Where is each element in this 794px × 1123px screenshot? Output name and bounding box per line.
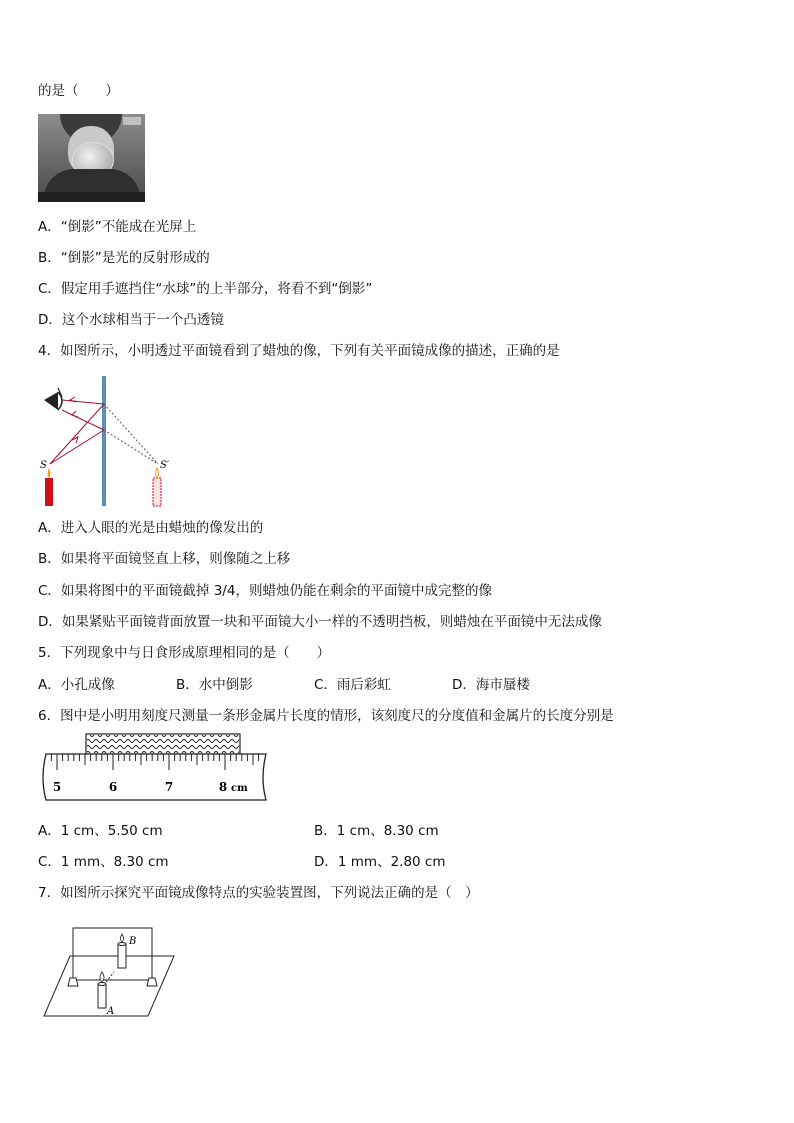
plane-mirror-candle-diagram: [36, 370, 176, 510]
q5-option-c: C．雨后彩虹: [314, 677, 391, 693]
q6-option-b: B．1 cm、8.30 cm: [314, 823, 439, 839]
mirror-experiment-setup-diagram: [40, 922, 180, 1022]
ruler-unit: cm: [231, 783, 248, 794]
question-6-stem: 6．图中是小明用刻度尺测量一条形金属片长度的情形，该刻度尺的分度值和金属片的长度分别是: [38, 708, 614, 724]
q6-option-a: A．1 cm、5.50 cm: [38, 823, 163, 839]
label-b: B: [129, 936, 137, 947]
q3-option-b: B．“倒影”是光的反射形成的: [38, 250, 210, 266]
q4-option-a: A．进入人眼的光是由蜡烛的像发出的: [38, 520, 264, 536]
candle-icon: [45, 468, 53, 506]
label-a: A: [107, 1006, 115, 1017]
q4-option-b: B．如果将平面镜竖直上移，则像随之上移: [38, 551, 291, 567]
label-s: S: [40, 460, 47, 471]
candle-a-icon: [98, 972, 106, 1008]
q5-option-a: A．小孔成像: [38, 677, 115, 693]
q6-options-row-2: [38, 853, 446, 871]
ruler-number-7: 7: [164, 780, 174, 794]
eye-icon: [44, 388, 62, 410]
q4-option-c: C．如果将图中的平面镜截掉 3/4，则蜡烛仍能在剩余的平面镜中成完整的像: [38, 583, 492, 599]
virtual-candle-icon: [153, 468, 161, 506]
question-5-stem: 5．下列现象中与日食形成原理相同的是（ ）: [38, 645, 331, 661]
q5-option-b: B．水中倒影: [176, 677, 253, 693]
label-s-prime: S′: [160, 460, 170, 471]
glass-plate: [73, 928, 152, 980]
ruler-number-5: 5: [52, 780, 62, 794]
q5-options-row: [38, 676, 530, 694]
question-7-stem: 7．如图所示探究平面镜成像特点的实验装置图，下列说法正确的是（ ）: [38, 885, 479, 901]
candle-b-icon: [118, 934, 126, 968]
q3-option-a: A．“倒影”不能成在光屏上: [38, 219, 197, 235]
q6-option-d: D．1 mm、2.80 cm: [314, 854, 446, 870]
question-4-stem: 4．如图所示，小明透过平面镜看到了蜡烛的像，下列有关平面镜成像的描述，正确的是: [38, 343, 560, 359]
ruler-number-8: 8: [218, 780, 228, 794]
plane-mirror: [102, 376, 106, 506]
child-with-water-ball-photo: [38, 114, 145, 202]
q3-option-c: C．假定用手遮挡住“水球”的上半部分，将看不到“倒影”: [38, 281, 373, 297]
q6-option-c: C．1 mm、8.30 cm: [38, 854, 169, 870]
ruler-number-6: 6: [108, 780, 118, 794]
question-3-stem-tail: 的是（ ）: [38, 83, 119, 99]
q4-option-d: D．如果紧贴平面镜背面放置一块和平面镜大小一样的不透明挡板，则蜡烛在平面镜中无法成像: [38, 614, 602, 630]
q6-options-row-1: [38, 822, 439, 840]
q3-option-d: D．这个水球相当于一个凸透镜: [38, 312, 224, 328]
q5-option-d: D．海市蜃楼: [452, 677, 530, 693]
ruler-measurement-diagram: [38, 732, 270, 804]
